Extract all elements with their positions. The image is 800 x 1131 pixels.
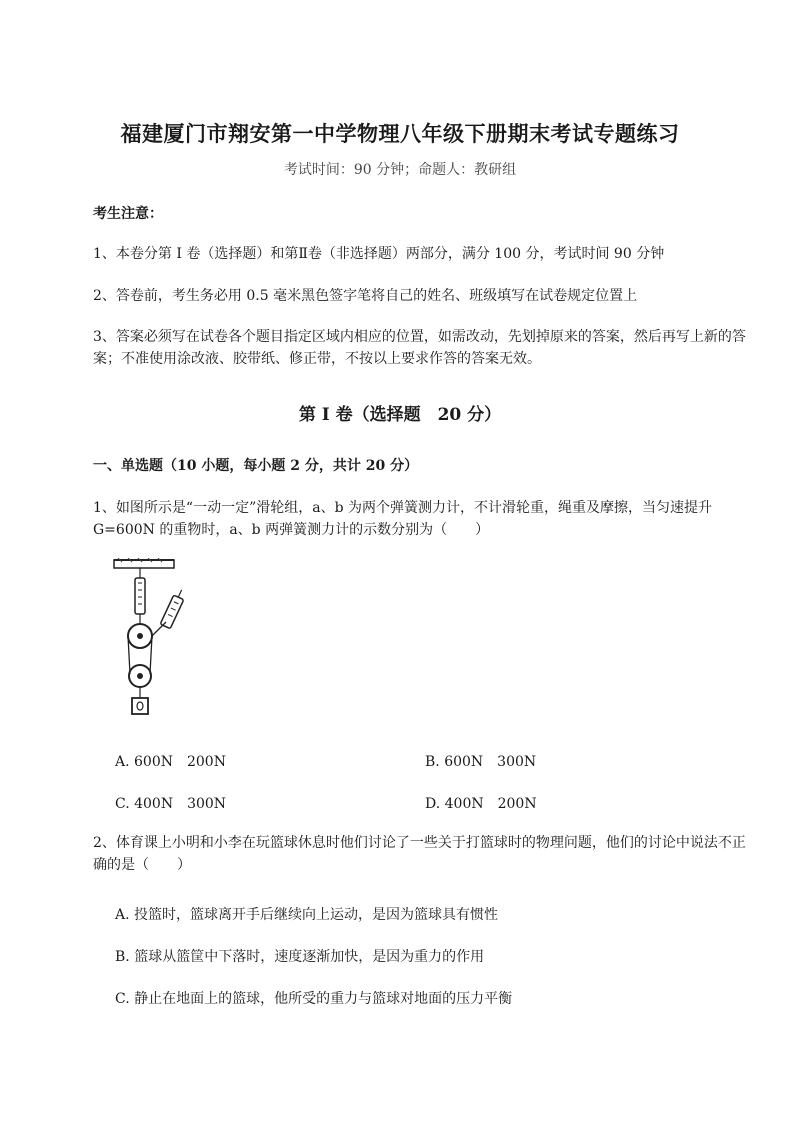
notice-heading: 考生注意： [93, 206, 163, 222]
question-1-option-c[interactable]: C. 400N 300N [115, 796, 227, 812]
notice-item-2: 2、答卷前，考生务必用 0.5 毫米黑色签字笔将自己的姓名、班级填写在试卷规定位置上 [93, 288, 638, 304]
notice-item-1: 1、本卷分第 I 卷（选择题）和第Ⅱ卷（非选择题）两部分，满分 100 分，考试时间 90 分钟 [93, 246, 665, 262]
section-title: 第 I 卷（选择题 20 分） [298, 405, 502, 425]
part-heading: 一、单选题（10 小题，每小题 2 分，共计 20 分） [93, 458, 419, 474]
page-title: 福建厦门市翔安第一中学物理八年级下册期末考试专题练习 [120, 121, 680, 146]
question-1-option-a[interactable]: A. 600N 200N [115, 754, 226, 770]
exam-info: 考试时间：90 分钟；命题人：教研组 [283, 162, 517, 178]
question-2-option-a[interactable]: A. 投篮时，篮球离开手后继续向上运动，是因为篮球具有惯性 [115, 907, 499, 923]
question-2-option-b[interactable]: B. 篮球从篮筐中下落时，速度逐渐加快，是因为重力的作用 [115, 949, 485, 965]
question-2-option-c[interactable]: C. 静止在地面上的篮球，他所受的重力与篮球对地面的压力平衡 [115, 991, 513, 1007]
question-1-option-b[interactable]: B. 600N 300N [425, 754, 537, 770]
notice-item-3: 3、答案必须写在试卷各个题目指定区域内相应的位置，如需改动，先划掉原来的答案，然后再写上新的答案；不准使用涂改液、胶带纸、修正带，不按以上要求作答的答案无效。 [93, 329, 746, 367]
question-1-option-d[interactable]: D. 400N 200N [425, 796, 537, 812]
question-1-stem: 1、如图所示是“一动一定”滑轮组，a、b 为两个弹簧测力计，不计滑轮重，绳重及摩擦，当匀速提升 G=600N 的重物时，a、b 两弹簧测力计的示数分别为（ ） [93, 500, 712, 538]
pulley-diagram [108, 558, 198, 723]
question-2-stem: 2、体育课上小明和小李在玩篮球休息时他们讨论了一些关于打篮球时的物理问题，他们的讨论中说法不正确的是（ ） [93, 835, 746, 873]
